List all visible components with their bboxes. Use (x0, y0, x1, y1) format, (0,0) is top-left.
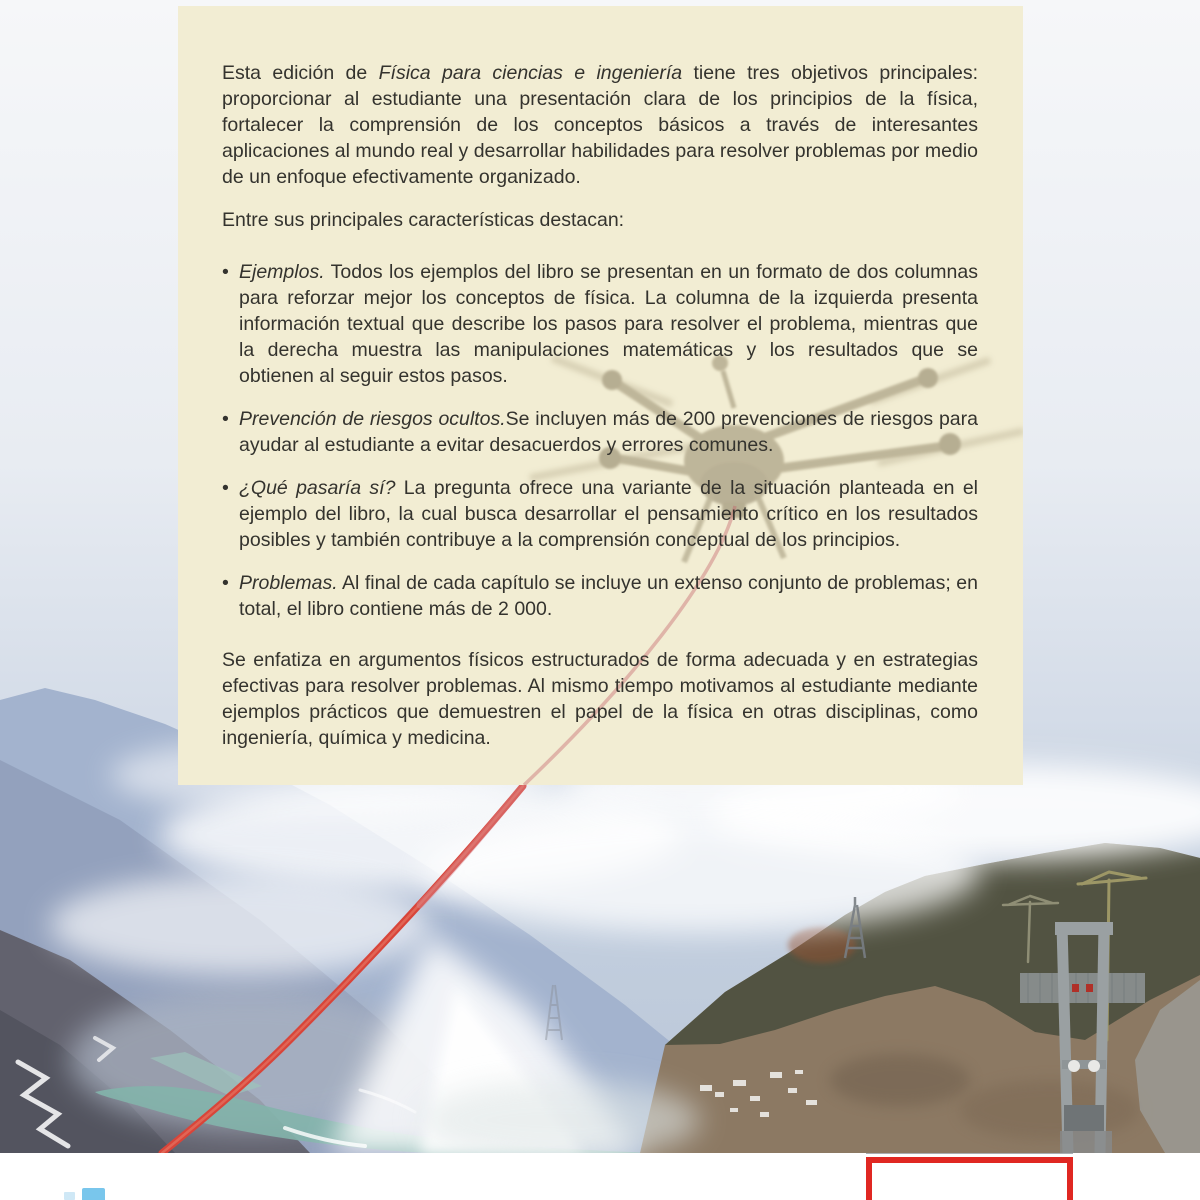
bullet-marker: • (222, 261, 229, 283)
intro-pre: Esta edición de (222, 62, 379, 84)
intro-paragraph (222, 60, 978, 190)
feature-bullet-problemas (222, 570, 978, 622)
bullet-marker: • (222, 408, 229, 430)
publisher-logo-fragment-small (64, 1192, 75, 1200)
book-title-italic: Física para ciencias e ingeniería (378, 62, 683, 84)
feature-bullet-prevencion (222, 406, 978, 458)
feature-lead: Problemas. (239, 572, 338, 594)
bullet-marker: • (222, 572, 229, 594)
bullet-marker: • (222, 477, 229, 499)
feature-text: Se incluyen más de 200 prevenciones de riesgos para ayudar al estudiante a evitar desacuerdos y errores comunes. (239, 408, 978, 456)
feature-text: La pregunta ofrece una variante de la situación planteada en el ejemplo del libro, la cual busca desarrollar el pensamiento crítico en los resultados posibles y también contribuye a la comprensión conceptual de los principios. (239, 477, 978, 551)
feature-text: Al final de cada capítulo se incluye un extenso conjunto de problemas; en total, el libro contiene más de 2 000. (239, 572, 978, 620)
feature-lead: Ejemplos. (239, 261, 325, 283)
photo-edge-line (866, 1153, 1073, 1154)
features-list (222, 259, 978, 622)
red-highlight-box[interactable] (866, 1157, 1073, 1200)
feature-lead: ¿Qué pasaría sí? (239, 477, 396, 499)
panel-text (178, 6, 1023, 751)
feature-bullet-que-pasaria (222, 475, 978, 553)
feature-text: Todos los ejemplos del libro se presentan en un formato de dos columnas para reforzar mejor los conceptos de física. La columna de la izquierda presenta información textual que describe los pasos para resolver el problema, mientras que la derecha muestra las manipulaciones matemáticas y los resultados que se obtienen al seguir estos pasos. (239, 261, 978, 387)
intro-post: tiene tres objetivos principales: proporcionar al estudiante una presentación clara de los principios de la física, fortalecer la comprensión de los conceptos básicos a través de interesantes aplicaciones al mundo real y desarrollar habilidades para resolver problemas por medio de un enfoque efectivamente organizado. (222, 62, 978, 188)
feature-lead: Prevención de riesgos ocultos. (239, 408, 506, 430)
closing-paragraph: Se enfatiza en argumentos físicos estructurados de forma adecuada y en estrategias efectivas para resolver problemas. Al mismo tiempo motivamos al estudiante mediante ejemplos prácticos que demuestren el papel de la física en otras disciplinas, como ingeniería, química y medicina. (222, 649, 978, 749)
features-heading: Entre sus principales características destacan: (222, 209, 625, 231)
feature-bullet-ejemplos (222, 259, 978, 389)
text-panel (178, 6, 1023, 785)
publisher-logo-fragment (82, 1188, 105, 1200)
